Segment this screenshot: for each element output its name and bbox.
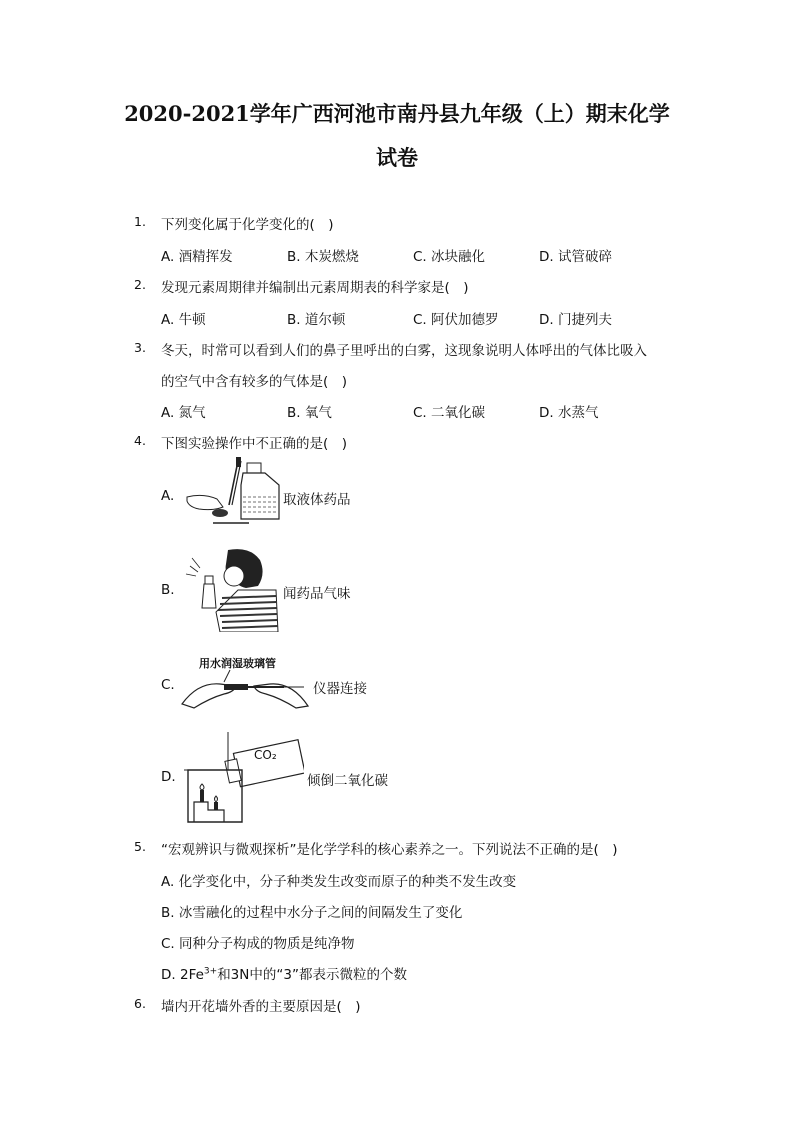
question-4-option-b-letter: B. xyxy=(161,582,175,598)
question-5-option-c: C. 同种分子构成的物质是纯净物 xyxy=(161,936,355,952)
question-4-option-c-figure-label: 用水润湿玻璃管 xyxy=(199,657,276,670)
question-5-option-b: B. 冰雪融化的过程中水分子之间的间隔发生了变化 xyxy=(161,905,463,921)
question-4-option-d-caption: 倾倒二氧化碳 xyxy=(307,773,388,789)
question-2-option-c: C. 阿伏加德罗 xyxy=(413,312,499,328)
question-1-number: 1. xyxy=(134,214,146,229)
question-4-option-c-caption: 仪器连接 xyxy=(313,681,367,697)
question-4-option-a-letter: A. xyxy=(161,488,175,504)
pouring-co2-figure xyxy=(180,732,304,824)
question-2-text: 发现元素周期律并编制出元素周期表的科学家是( ) xyxy=(161,280,469,296)
question-1-text: 下列变化属于化学变化的( ) xyxy=(161,217,334,233)
question-1-option-b: B. 木炭燃烧 xyxy=(287,249,359,265)
question-3-option-b: B. 氧气 xyxy=(287,405,332,421)
paper-title-line1: 2020-2021学年广西河池市南丹县九年级（上）期末化学 xyxy=(124,101,670,126)
smelling-chemical-figure xyxy=(180,546,280,632)
glass-tube-connection-figure xyxy=(180,666,310,710)
question-5-option-d-superscript: 3+ xyxy=(203,966,218,977)
question-2-option-b: B. 道尔顿 xyxy=(287,312,346,328)
question-5-number: 5. xyxy=(134,839,146,854)
question-1-option-d: D. 试管破碎 xyxy=(539,249,612,265)
question-3-number: 3. xyxy=(134,340,146,355)
question-4-option-c-letter: C. xyxy=(161,677,175,693)
question-5-option-d-prefix: D. 2Fe xyxy=(161,967,204,983)
question-4-option-d-figure-label: CO₂ xyxy=(254,748,277,762)
question-3-text-line2: 的空气中含有较多的气体是( ) xyxy=(161,374,348,390)
paper-title-line2: 试卷 xyxy=(376,145,418,170)
question-4-option-b-caption: 闻药品气味 xyxy=(283,586,351,602)
question-2-number: 2. xyxy=(134,277,146,292)
question-1-option-c: C. 冰块融化 xyxy=(413,249,486,265)
dropper-bottle-figure xyxy=(183,457,285,527)
question-3-option-a: A. 氮气 xyxy=(161,405,206,421)
question-5-text: “宏观辨识与微观探析”是化学学科的核心素养之一。下列说法不正确的是( ) xyxy=(161,842,618,858)
question-5-option-d xyxy=(161,963,407,983)
question-4-option-a-caption: 取液体药品 xyxy=(283,492,351,508)
question-1-option-a: A. 酒精挥发 xyxy=(161,249,233,265)
question-3-option-c: C. 二氧化碳 xyxy=(413,405,486,421)
question-6-text: 墙内开花墙外香的主要原因是( ) xyxy=(161,999,361,1015)
question-5-option-d-suffix: 和3N中的“3”都表示微粒的个数 xyxy=(217,967,407,983)
question-5-option-a: A. 化学变化中，分子种类发生改变而原子的种类不发生改变 xyxy=(161,874,517,890)
question-2-option-a: A. 牛顿 xyxy=(161,312,206,328)
question-6-number: 6. xyxy=(134,996,146,1011)
question-4-option-d-letter: D. xyxy=(161,769,176,785)
question-4-text: 下图实验操作中不正确的是( ) xyxy=(161,436,348,452)
question-4-number: 4. xyxy=(134,433,146,448)
question-3-option-d: D. 水蒸气 xyxy=(539,405,599,421)
question-2-option-d: D. 门捷列夫 xyxy=(539,312,612,328)
question-3-text-line1: 冬天，时常可以看到人们的鼻子里呼出的白雾，这现象说明人体呼出的气体比吸入 xyxy=(161,343,647,359)
